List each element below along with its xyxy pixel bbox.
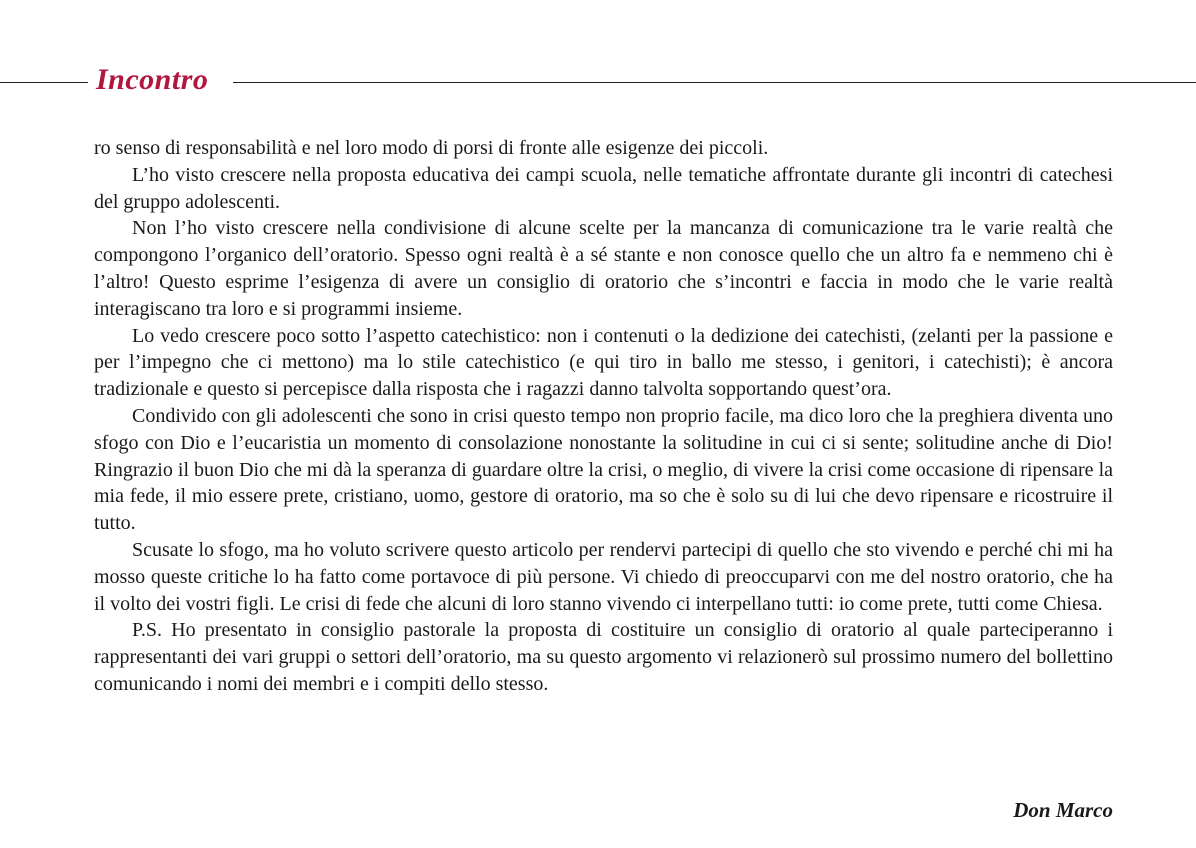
article-body	[94, 135, 1113, 698]
article-paragraph: Condivido con gli adolescenti che sono in crisi questo tempo non proprio facile, ma dico loro che la preghiera diventa uno sfogo con Dio e l’eucaristia un momento di consolazione nonostante la solitudine in cui ci si sente; solitudine anche di Dio! Ringrazio il buon Dio che mi dà la speranza di guardare oltre la crisi, o meglio, di vivere la crisi come occasione di ripensare la mia fede, il mio essere prete, cristiano, uomo, gestore di oratorio, ma so che è solo su di lui che devo ripensare e ricostruire il tutto.	[94, 404, 1113, 535]
header-rule-right	[233, 82, 1196, 83]
article-paragraph: P.S. Ho presentato in consiglio pastorale la proposta di costituire un consiglio di oratorio al quale parteciperanno i rappresentanti dei vari gruppi o settori dell’oratorio, ma su questo argomento vi relazionerò sul prossimo numero del bollettino comunicando i nomi dei membri e i compiti dello stesso.	[94, 619, 1113, 695]
article-paragraph: Scusate lo sfogo, ma ho voluto scrivere questo articolo per rendervi partecipi di quello che sto vivendo e perché chi mi ha mosso queste critiche lo ha fatto come portavoce di più persone. Vi chiedo di preoccuparvi con me del nostro oratorio, che ha il volto dei vostri figli. Le crisi di fede che alcuni di loro stanno vivendo ci interpellano tutti: io come prete, tutti come Chiesa.	[94, 538, 1113, 615]
author-signature: Don Marco	[1013, 798, 1113, 822]
article-paragraph: ro senso di responsabilità e nel loro modo di porsi di fronte alle esigenze dei piccoli.	[94, 137, 769, 159]
section-title: Incontro	[96, 63, 209, 96]
article-paragraph: Non l’ho visto crescere nella condivisione di alcune scelte per la mancanza di comunicazione tra le varie realtà che compongono l’organico dell’oratorio. Spesso ogni realtà è a sé stante e non conosce quello che un altro fa e nemmeno chi è l’altro! Questo esprime l’esigenza di avere un consiglio di oratorio che s’incontri e faccia in modo che le varie realtà interagiscano tra loro e si programmi insieme.	[94, 217, 1113, 320]
article-paragraph: L’ho visto crescere nella proposta educativa dei campi scuola, nelle tematiche affrontate durante gli incontri di catechesi del gruppo adolescenti.	[94, 163, 1113, 213]
page-header	[0, 60, 1196, 100]
header-rule-left	[0, 82, 88, 83]
article-paragraph: Lo vedo crescere poco sotto l’aspetto catechistico: non i contenuti o la dedizione dei catechisti, (zelanti per la passione e per l’impegno che ci mettono) ma lo stile catechistico (e qui tiro in ballo me stesso, i genitori, i catechisti); è ancora tradizionale e questo si percepisce dalla risposta che i ragazzi danno talvolta sopportando quest’ora.	[94, 324, 1113, 401]
